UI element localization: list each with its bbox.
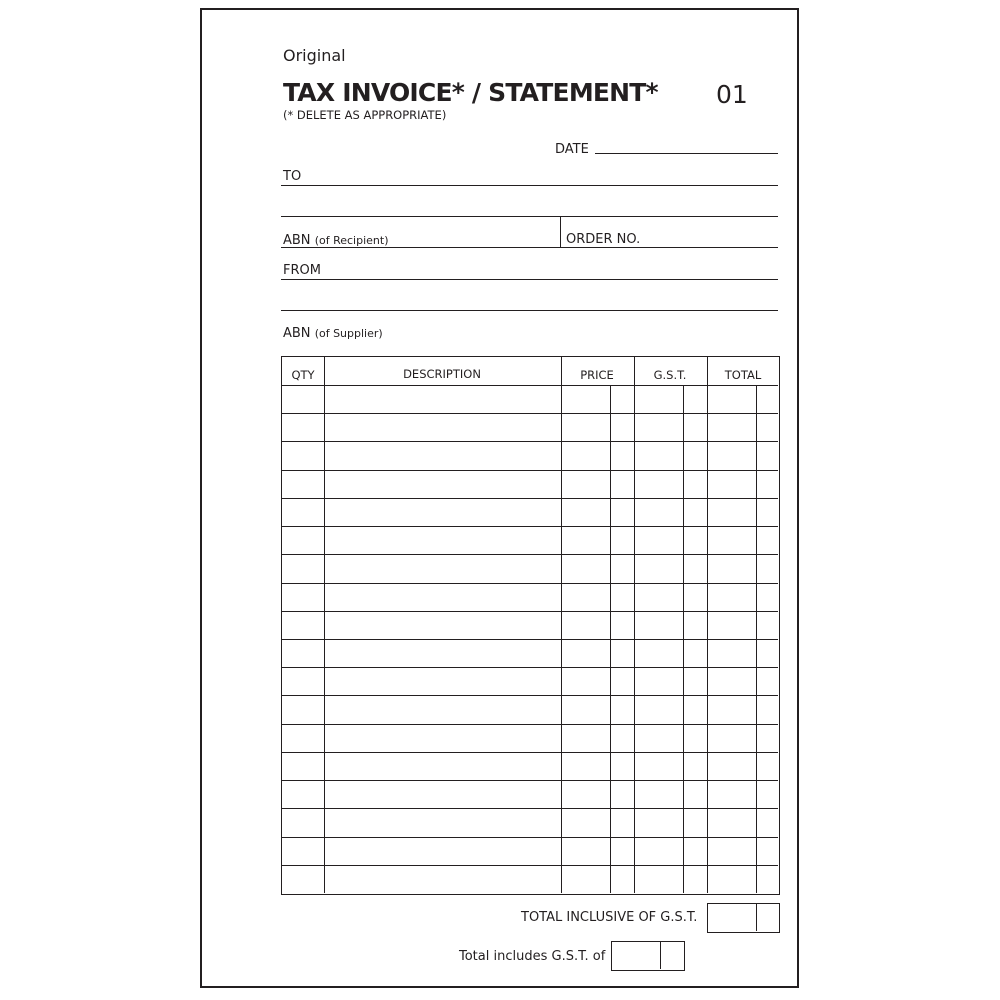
table-row[interactable] [282,526,778,527]
line-items-table [281,356,780,895]
table-row[interactable] [282,724,778,725]
total-inclusive-box[interactable] [707,903,780,933]
table-row[interactable] [282,780,778,781]
from-field-line-2[interactable] [281,310,778,311]
total-inclusive-cents-divider [756,904,757,931]
column-header-price: PRICE [580,368,614,382]
column-header-qty: QTY [291,368,315,382]
page-title: TAX INVOICE* / STATEMENT* [283,78,658,107]
column-header-total: TOTAL [724,368,762,382]
gst-included-label: Total includes G.S.T. of [459,949,606,964]
from-label: FROM [283,263,321,278]
to-label: TO [283,169,302,184]
table-row[interactable] [282,752,778,753]
table-row[interactable] [282,441,778,442]
column-divider-gst [707,357,708,893]
table-row[interactable] [282,413,778,414]
table-row[interactable] [282,611,778,612]
invoice-number: 01 [716,80,748,109]
column-header-description: DESCRIPTION [403,367,481,381]
column-divider-price [634,357,635,893]
date-field[interactable] [595,153,778,154]
column-divider-description [561,357,562,893]
gst-included-cents-divider [660,942,661,969]
column-header-gst: G.S.T. [653,368,687,382]
abn-supplier-label: ABN (of Supplier) [283,326,383,341]
abn-order-field[interactable] [281,247,778,248]
gst-included-box[interactable] [611,941,685,971]
total-inclusive-label: TOTAL INCLUSIVE OF G.S.T. [521,910,698,925]
table-row[interactable] [282,837,778,838]
table-row[interactable] [282,583,778,584]
table-row[interactable] [282,808,778,809]
abn-recipient-label: ABN (of Recipient) [283,233,389,248]
from-field-line-1[interactable] [281,279,778,280]
table-row[interactable] [282,695,778,696]
to-field-line-1[interactable] [281,185,778,186]
column-divider-qty [324,357,325,893]
delete-note: (* DELETE AS APPROPRIATE) [283,108,447,122]
table-row[interactable] [282,498,778,499]
copy-label: Original [283,46,346,65]
to-field-line-2[interactable] [281,216,778,217]
abn-order-divider [560,216,561,247]
table-row[interactable] [282,667,778,668]
date-label: DATE [555,142,589,157]
table-row[interactable] [282,470,778,471]
table-row[interactable] [282,554,778,555]
order-no-label: ORDER NO. [566,232,641,247]
table-row[interactable] [282,865,778,866]
table-row[interactable] [282,639,778,640]
table-row[interactable] [282,385,778,386]
